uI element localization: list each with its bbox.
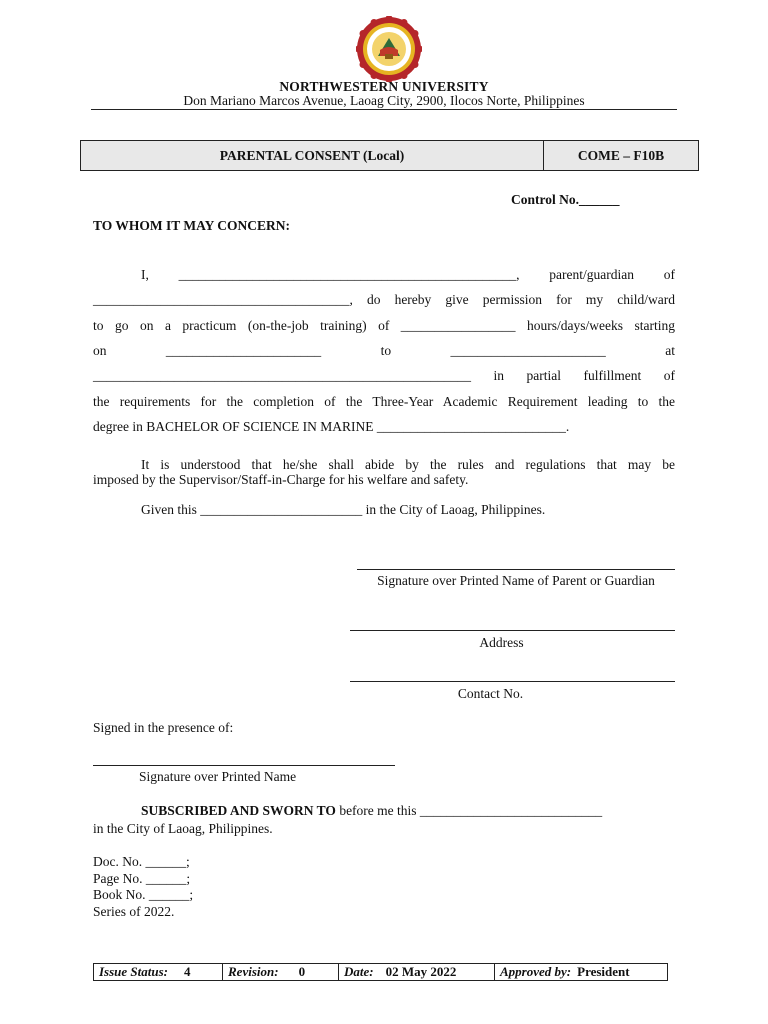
form-code: COME – F10B [577, 148, 665, 163]
consent-line-7: degree in BACHELOR OF SCIENCE IN MARINE ____________________________. [93, 419, 570, 434]
page-number: Page No. ______; [93, 871, 191, 886]
approved-by-label: Approved by: [500, 964, 572, 979]
consent-line-4-to: to [380, 343, 392, 358]
given-this-line: Given this ________________________ in the City of Laoag, Philippines. [141, 502, 546, 517]
issue-status-value: 4 [184, 964, 191, 979]
sworn-rest-text: before me this ___________________________ [335, 803, 603, 818]
book-number: Book No. ______; [93, 887, 194, 902]
issue-status-label: Issue Status: [99, 964, 168, 979]
consent-line-5: ________________________________________________________ in partial fulfillment of [93, 368, 675, 383]
issue-status-cell [94, 964, 223, 980]
date-label: Date: [344, 964, 374, 979]
document-status-footer [93, 963, 668, 981]
date-value: 02 May 2022 [385, 964, 457, 979]
date-cell [339, 964, 495, 980]
sworn-city: in the City of Laoag, Philippines. [93, 821, 273, 836]
sworn-line [141, 803, 602, 819]
form-title-box [80, 140, 699, 171]
series-year: Series of 2022. [93, 904, 175, 919]
presence-label: Signed in the presence of: [93, 720, 234, 735]
understood-line-1: It is understood that he/she shall abide by the rules and regulations that may be [141, 457, 675, 472]
consent-line-4 [93, 343, 675, 359]
revision-cell [223, 964, 339, 980]
contact-label: Contact No. [457, 686, 524, 701]
consent-line-4-start-blank: _______________________ [165, 343, 322, 358]
address-line [350, 630, 675, 631]
header-divider [91, 109, 677, 110]
consent-line-1: I, __________________________________________________, parent/guardian of [141, 267, 675, 282]
revision-label: Revision: [228, 964, 279, 979]
control-number: Control No.______ [511, 192, 620, 207]
witness-signature-line [93, 765, 395, 766]
university-name: NORTHWESTERN UNIVERSITY [279, 79, 489, 94]
consent-line-4-at: at [665, 343, 675, 358]
address-label: Address [479, 635, 524, 650]
consent-line-6: the requirements for the completion of the Three-Year Academic Requirement leading to the [93, 394, 675, 409]
consent-line-2: ______________________________________, do hereby give permission for my child/ward [93, 292, 675, 307]
university-address: Don Mariano Marcos Avenue, Laoag City, 2900, Ilocos Norte, Philippines [183, 93, 585, 108]
form-title: PARENTAL CONSENT (Local) [81, 141, 544, 170]
consent-line-3: to go on a practicum (on-the-job training) of _________________ hours/days/weeks starting [93, 318, 675, 333]
understood-line-2: imposed by the Supervisor/Staff-in-Charge for his welfare and safety. [93, 472, 469, 487]
consent-line-4-end-blank: _______________________ [450, 343, 606, 358]
witness-signature-label: Signature over Printed Name [139, 769, 297, 784]
contact-line [350, 681, 675, 682]
approved-by-cell [495, 964, 667, 980]
doc-number: Doc. No. ______; [93, 854, 190, 869]
parent-signature-line [357, 569, 675, 570]
revision-value: 0 [298, 964, 306, 979]
consent-line-4-on: on [93, 343, 107, 358]
parent-signature-label: Signature over Printed Name of Parent or Guardian [377, 573, 655, 588]
university-seal-logo [356, 16, 422, 82]
salutation: TO WHOM IT MAY CONCERN: [93, 218, 291, 233]
approved-by-value: President [577, 964, 630, 979]
sworn-bold-text: SUBSCRIBED AND SWORN TO [141, 803, 336, 818]
